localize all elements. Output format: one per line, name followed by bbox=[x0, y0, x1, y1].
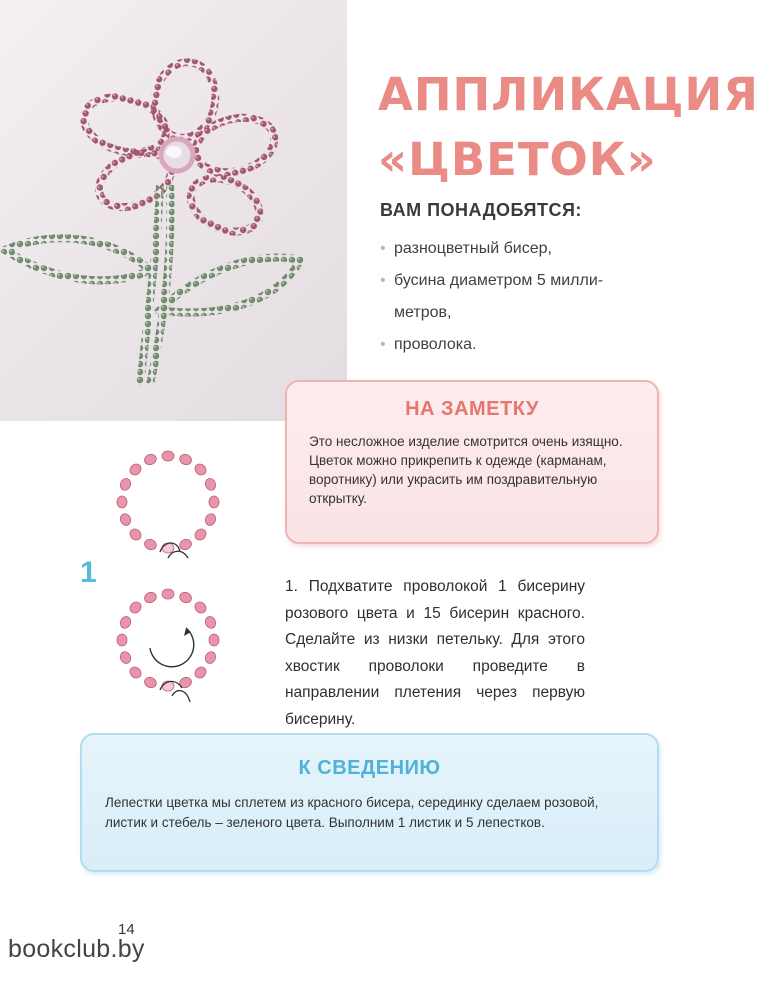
bead-ring bbox=[117, 589, 219, 691]
bead-red bbox=[204, 512, 218, 527]
bead-red bbox=[178, 453, 193, 467]
list-item: • проволока. bbox=[380, 329, 680, 361]
info-heading: К СВЕДЕНИЮ bbox=[298, 757, 441, 779]
step-1-text: 1. Подхватите проволокой 1 бисерину розового цвета и 15 бисерин красного. Сделайте из низки петельку. Для этого хвостик проволоки проведите в направлении плетения через первую бисерину. bbox=[285, 578, 585, 728]
bead-red bbox=[128, 600, 144, 616]
bead-red bbox=[119, 512, 133, 527]
bead-red bbox=[209, 496, 219, 508]
bead-red bbox=[119, 477, 133, 492]
bead-red bbox=[178, 676, 193, 690]
bead-red bbox=[193, 600, 209, 616]
title-line-2: «ЦВЕТОК» bbox=[378, 133, 657, 186]
bead-loop-diagram-1 bbox=[108, 440, 228, 570]
list-item: • бусина диаметром 5 милли- bbox=[380, 265, 680, 297]
bead-red bbox=[143, 591, 158, 605]
bead-red bbox=[143, 538, 158, 552]
flower-photo bbox=[0, 0, 347, 421]
bead-red bbox=[128, 665, 144, 681]
bead-red bbox=[119, 650, 133, 665]
bead-red bbox=[143, 676, 158, 690]
bead-red bbox=[162, 451, 174, 461]
info-text: Лепестки цветка мы сплетем из красного бисера, серединку сделаем розовой, листик и стебель – зеленого цвета. Выполним 1 листик и 5 лепестков. bbox=[105, 795, 599, 830]
bead-red bbox=[204, 615, 218, 630]
bead-red bbox=[204, 477, 218, 492]
note-box bbox=[285, 380, 659, 544]
bead-red bbox=[119, 615, 133, 630]
bead-ring bbox=[117, 451, 219, 553]
bead-red bbox=[117, 496, 127, 508]
note-heading: НА ЗАМЕТКУ bbox=[405, 398, 539, 420]
bead-red bbox=[178, 591, 193, 605]
bead-red bbox=[193, 462, 209, 478]
bead-red bbox=[117, 634, 127, 646]
note-text: Это несложное изделие смотрится очень изящно. Цветок можно прикрепить к одежде (карманам, воротнику) или украсить им поздравительную открытку. bbox=[309, 434, 623, 506]
bead-pink bbox=[162, 543, 174, 553]
bead-red bbox=[143, 453, 158, 467]
bead-red bbox=[204, 650, 218, 665]
bead-red bbox=[178, 538, 193, 552]
bead-red bbox=[193, 527, 209, 543]
list-item-continuation: метров, bbox=[394, 304, 452, 321]
materials-list bbox=[380, 233, 680, 361]
bead-loop-diagram-2 bbox=[108, 578, 228, 713]
bead-red bbox=[128, 527, 144, 543]
page-number: 14 bbox=[118, 921, 135, 938]
list-item: • разноцветный бисер, bbox=[380, 233, 680, 265]
watermark: bookclub.by bbox=[8, 935, 145, 963]
title-line-1: АППЛИКАЦИЯ bbox=[378, 68, 759, 121]
info-box bbox=[80, 733, 659, 872]
bead-red bbox=[128, 462, 144, 478]
step-number: 1 bbox=[80, 556, 97, 589]
bead-red bbox=[193, 665, 209, 681]
materials-heading: ВАМ ПОНАДОБЯТСЯ: bbox=[380, 200, 582, 220]
bead-red bbox=[162, 589, 174, 599]
page-title bbox=[378, 62, 759, 192]
bead-red bbox=[209, 634, 219, 646]
